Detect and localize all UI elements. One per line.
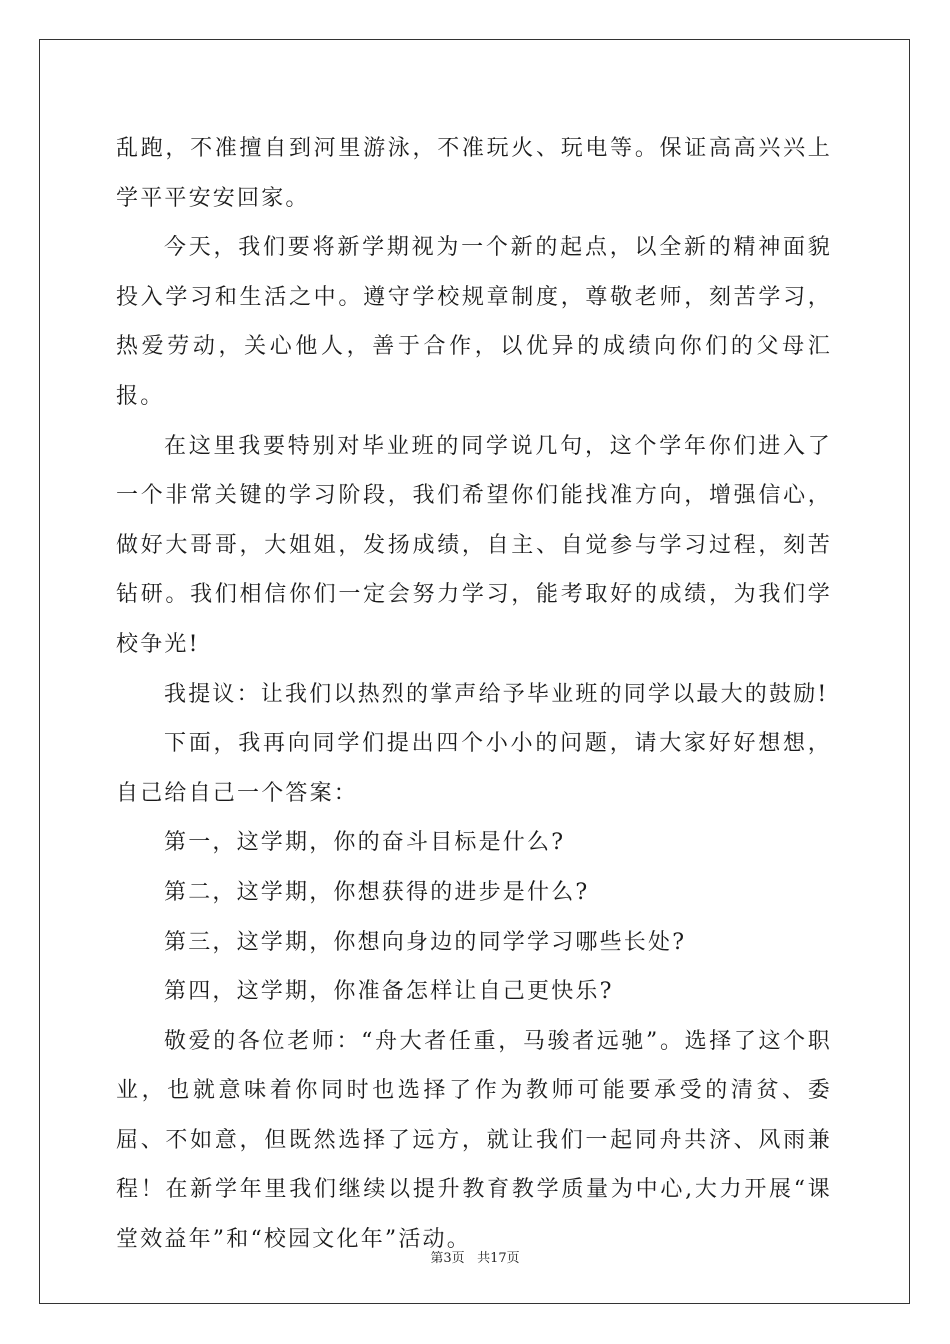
question-item-3: 第三，这学期，你想向身边的同学学习哪些长处? (164, 929, 687, 955)
page-number: 第3页 (430, 1251, 465, 1266)
paragraph-graduating-class: 在这里我要特别对毕业班的同学说几句，这个学年你们进入了一个非常关键的学习阶段，我们希望你们能找准方向，增强信心，做好大哥哥，大姐姐，发扬成绩，自主、自觉参与学习过程，刻苦钻研。我们相信你们一定会努力学习，能考取好的成绩，为我们学校争光! (116, 433, 832, 657)
paragraph-questions-intro: 下面，我再向同学们提出四个小小的问题，请大家好好想想，自己给自己一个答案： (116, 731, 832, 806)
page-total: 共17页 (477, 1251, 520, 1266)
paragraph-new-semester: 今天，我们要将新学期视为一个新的起点，以全新的精神面貌投入学习和生活之中。遵守学校规章制度，尊敬老师，刻苦学习，热爱劳动，关心他人，善于合作，以优异的成绩向你们的父母汇报。 (116, 235, 832, 409)
paragraph-continuation: 乱跑，不准擅自到河里游泳，不准玩火、玩电等。保证高高兴兴上学平平安安回家。 (116, 136, 832, 211)
question-item-1: 第一，这学期，你的奋斗目标是什么? (164, 830, 566, 856)
paragraph-proposal: 我提议：让我们以热烈的掌声给予毕业班的同学以最大的鼓励! (164, 681, 829, 707)
question-item-4: 第四，这学期，你准备怎样让自己更快乐? (164, 979, 614, 1005)
page-footer (0, 1247, 950, 1266)
paragraph-teachers: 敬爱的各位老师：“舟大者任重，马骏者远驰”。选择了这个职业，也就意味着你同时也选择了作为教师可能要承受的清贫、委屈、不如意，但既然选择了远方，就让我们一起同舟共济、风雨兼程！在新学年里我们继续以提升教育教学质量为中心,大力开展“课堂效益年”和“校园文化年”活动。 (116, 1028, 832, 1253)
document-body (116, 124, 832, 1265)
question-item-2: 第二，这学期，你想获得的进步是什么? (164, 879, 590, 905)
